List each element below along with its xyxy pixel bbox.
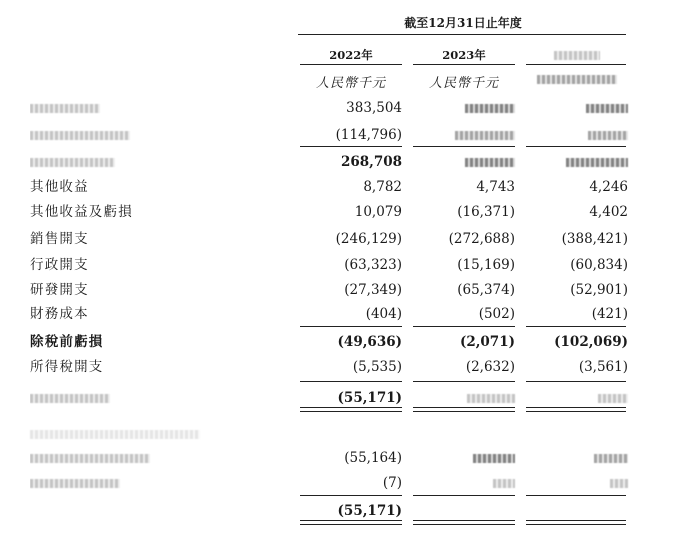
total-double-rule-2024 — [526, 407, 626, 412]
value-2022: (49,636) — [337, 334, 402, 350]
value-2023: (65,374) — [457, 282, 515, 298]
value-2023 — [413, 472, 515, 494]
subtotal-rule-2024 — [526, 146, 626, 147]
value-2023 — [413, 97, 515, 119]
row-label: 財務成本 — [30, 303, 292, 325]
subtotal-rule-2022 — [300, 495, 402, 496]
value-2024: (3,561) — [578, 359, 628, 375]
row-label — [30, 472, 292, 494]
unit-2023: 人民幣千元 — [428, 76, 499, 91]
row-label: 研發開支 — [30, 279, 292, 301]
row-label — [30, 97, 292, 119]
total-double-rule-2024 — [526, 520, 626, 525]
value-2024 — [526, 97, 628, 119]
value-2023: 4,743 — [476, 179, 515, 195]
value-2022: 10,079 — [354, 204, 402, 220]
value-2024: (388,421) — [561, 231, 628, 247]
subtotal-rule-2023 — [413, 495, 515, 496]
value-2023: (2,632) — [465, 359, 515, 375]
table-row-loss-before-tax — [0, 331, 680, 355]
subtotal-rule-2022 — [300, 326, 402, 327]
value-2024: (60,834) — [570, 257, 628, 273]
value-2023: (272,688) — [448, 231, 515, 247]
row-label: 所得稅開支 — [30, 356, 292, 378]
row-label: 除稅前虧損 — [30, 331, 292, 353]
subtotal-rule-2024 — [526, 326, 626, 327]
value-2022: (5,535) — [352, 359, 402, 375]
table-row-revenue — [0, 97, 680, 121]
row-label: 其他收益 — [30, 176, 292, 198]
row-label — [30, 151, 292, 173]
year-2023-header: 2023年 — [442, 48, 486, 62]
value-2022: (55,171) — [337, 503, 402, 519]
year-2024-header — [526, 47, 628, 61]
subtotal-rule-2023 — [413, 146, 515, 147]
total-double-rule-2023 — [413, 407, 515, 412]
value-2023: (2,071) — [459, 334, 515, 350]
value-2022: (55,171) — [337, 390, 402, 406]
table-row-gross-profit — [0, 151, 680, 175]
unit-2024 — [526, 72, 628, 87]
subtotal-rule-2022 — [300, 381, 402, 382]
value-2022: (404) — [365, 306, 402, 322]
value-2022: 8,782 — [363, 179, 402, 195]
value-2022: (114,796) — [335, 127, 402, 143]
total-double-rule-2022 — [300, 407, 402, 412]
unit-2022: 人民幣千元 — [315, 76, 386, 91]
period-header: 截至12月31日止年度 — [404, 16, 522, 30]
year-2022-header: 2022年 — [329, 48, 373, 62]
row-label: 其他收益及虧損 — [30, 201, 292, 223]
table-row — [0, 201, 680, 225]
value-2022: (63,323) — [344, 257, 402, 273]
table-row-cost — [0, 124, 680, 148]
year-2022-underline — [300, 64, 402, 65]
subtotal-rule-2023 — [413, 381, 515, 382]
table-row — [0, 176, 680, 200]
table-row-attributable-nci — [0, 472, 680, 496]
year-2023-underline — [413, 64, 515, 65]
total-double-rule-2022 — [300, 520, 402, 525]
value-2023 — [413, 151, 515, 173]
value-2023 — [413, 124, 515, 146]
period-underline — [298, 34, 626, 35]
section-heading — [30, 424, 200, 443]
value-2024: 4,246 — [589, 179, 628, 195]
value-2023: (15,169) — [457, 257, 515, 273]
table-row — [0, 303, 680, 327]
value-2024 — [526, 387, 628, 409]
value-2022: (7) — [382, 475, 402, 491]
value-2023 — [413, 447, 515, 469]
row-label — [30, 447, 292, 469]
row-label — [30, 387, 292, 409]
table-row — [0, 279, 680, 303]
value-2024: (421) — [591, 306, 628, 322]
value-2024 — [526, 472, 628, 494]
value-2022: (246,129) — [335, 231, 402, 247]
row-label: 銷售開支 — [30, 228, 292, 250]
value-2022: (27,349) — [344, 282, 402, 298]
table-row — [0, 254, 680, 278]
value-2023: (16,371) — [457, 204, 515, 220]
value-2024: 4,402 — [589, 204, 628, 220]
subtotal-rule-2023 — [413, 326, 515, 327]
value-2022: 383,504 — [346, 100, 402, 116]
year-2024-underline — [526, 64, 626, 65]
value-2024 — [526, 151, 628, 173]
value-2024: (102,069) — [554, 334, 628, 350]
value-2023: (502) — [478, 306, 515, 322]
table-row-attributable-owners — [0, 447, 680, 471]
table-row — [0, 356, 680, 380]
value-2024 — [526, 124, 628, 146]
value-2022: (55,164) — [344, 450, 402, 466]
value-2024: (52,901) — [570, 282, 628, 298]
value-2023 — [413, 387, 515, 409]
table-row — [0, 228, 680, 252]
subtotal-rule-2024 — [526, 495, 626, 496]
value-2022: 268,708 — [340, 154, 402, 170]
subtotal-rule-2022 — [300, 146, 402, 147]
subtotal-rule-2024 — [526, 381, 626, 382]
value-2024 — [526, 447, 628, 469]
total-double-rule-2023 — [413, 520, 515, 525]
row-label: 行政開支 — [30, 254, 292, 276]
row-label — [30, 124, 292, 146]
